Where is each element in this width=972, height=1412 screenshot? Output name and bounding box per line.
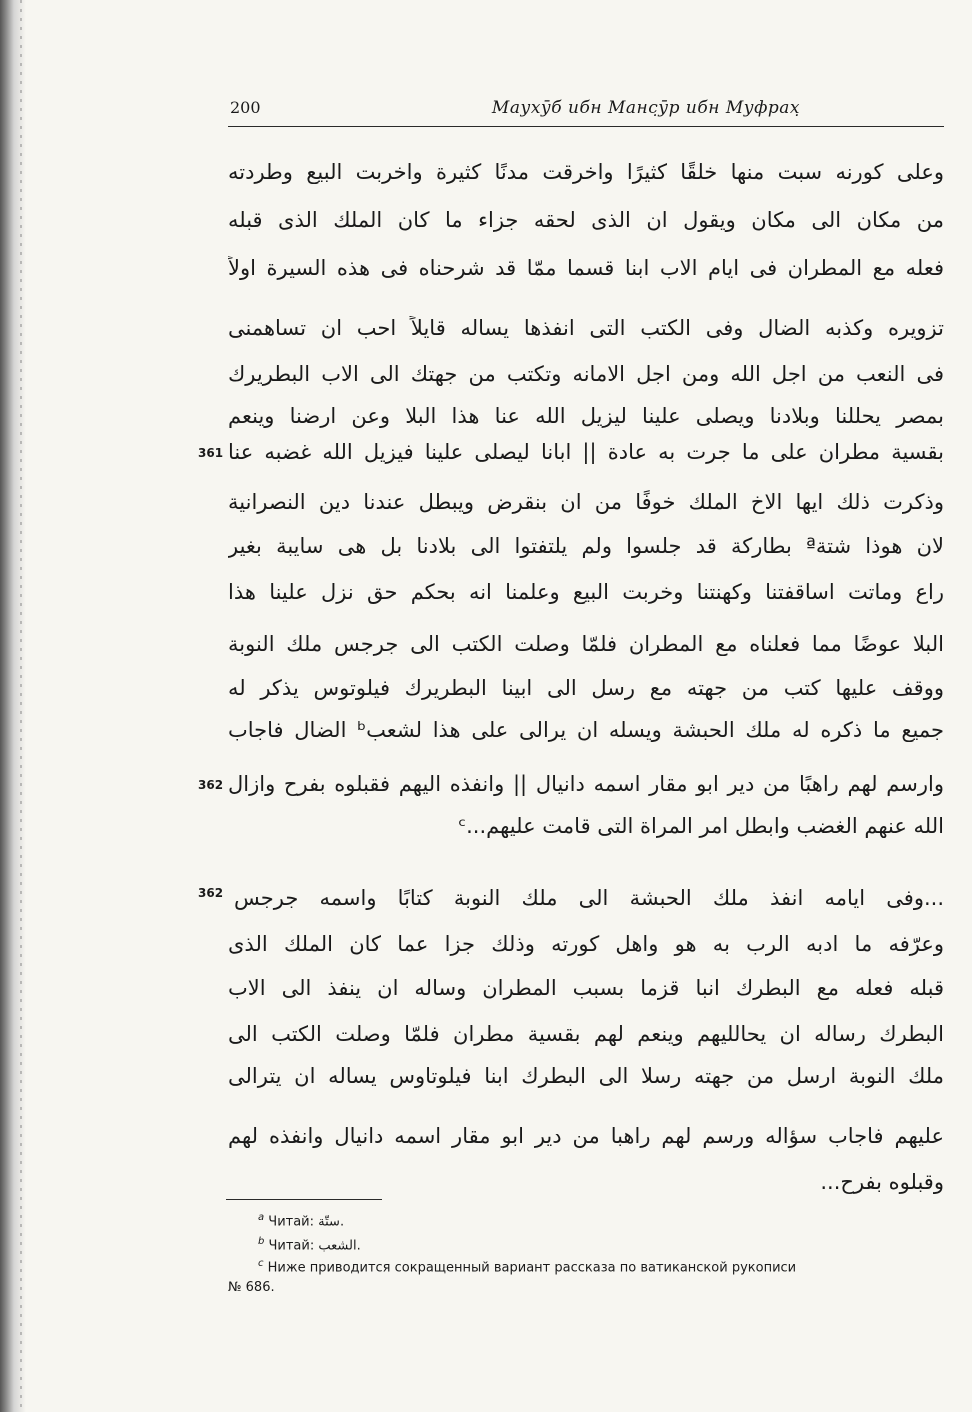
running-title: Маухӯб ибн Манс̣ӯр ибн Муфрах̣ [491,98,800,118]
text-line: وذكرت ذلك ايها الاخ الملك خوفًا من ان بنقرض ويبطل عندنا دين النصرانية [228,490,944,514]
text-line: عليهم فاجاب سؤاله ورسم لهم راهبا من دير ابو مقار اسمه دانيال وانفذه لهم [228,1124,944,1148]
text-line: فعله مع المطران فى ايام الاب ابنا قسما ممّا قد شرحناه فى هذه السيرة اولاً [228,256,944,280]
footnote-text: Читай: الشعب. [268,1238,361,1254]
text-line: وقبلوه بفرح... [820,1170,944,1194]
footnote-c-continuation: № 686. [228,1280,275,1295]
text-line: ...وفى ايامه انفذ ملك الحبشة الى ملك النوبة كتابًا واسمه جرجس [234,886,944,910]
text-line: لان هوذا شتةª بطاركة قد جلسوا ولم يلتفتوا الى بلادنا بل هى سايبة بغير [228,534,944,558]
footnote-a [258,1212,344,1229]
text-line: البلا عوضًا مما فعلناه مع المطران فلمّا وصلت الكتب الى جرجس ملك النوبة [228,632,944,656]
scan-shadow-edge [0,0,26,1412]
text-line: جميع ما ذكره له ملك الحبشة ويسله ان يرالى على هذا لشعبᵇ الضال فاجاب [228,718,944,742]
text-line: قبله فعله مع البطرك انبا قزما بسبب المطران وساله ان ينفذ الى الاب [228,976,944,1000]
text-line: وعرّفه ما ادبه الرب به هو واهل كورته وذلك جزا عما كان الملك الذى [228,932,944,956]
margin-folio-number: 362 [198,778,224,792]
text-line: من مكان الى مكان ويقول ان الذى لحقه جزاء ما كان الملك الذى قبله [228,208,944,232]
text-line: الله عنهم الغضب وابطل امر المراة التى قامت عليهم...ᶜ [458,814,944,838]
margin-folio-number: 361 [198,446,224,460]
text-line: تزويره وكذبه الضال وفى الكتب التى انفذها يساله قايلاً احب ان تساهمنى [228,316,944,340]
footnote-text: Ниже приводится сокращенный вариант рассказа по ватиканской рукописи [267,1260,797,1276]
text-line: بقسية مطران على ما جرت به عادة || ابانا ليصلى علينا فيزيل الله غضبه عنا [228,440,944,464]
text-line: البطرك رساله ان يحالليهم وينعم لهم بقسية مطران فلمّا وصلت الكتب الى [228,1022,944,1046]
scan-binding-marks [20,0,22,1412]
footnote-c [258,1258,942,1275]
header-rule [228,126,944,127]
text-line: وعلى كورنه سبت منها خلقًا كثيرًا واخرقت مدنًا كثيرة واخربت البيع وطردته [228,160,944,184]
text-line: وارسم لهم راهبًا من دير ابو مقار اسمه دانيال || وانفذه اليهم فقبلوه بفرح وازال [228,772,944,796]
text-line: فى النعب من اجل الله ومن اجل الامانه وتكتب من جهتك الى الاب البطريرك [228,362,944,386]
page-header [228,98,800,126]
footnote-marker: c [258,1258,264,1269]
text-line: ملك النوبة ارسل من جهته رسلا الى البطرك ابنا فيلوتاوس يساله ان يترالى [228,1064,944,1088]
page-number: 200 [230,98,261,117]
margin-folio-number: 362 [198,886,224,900]
footnote-rule [226,1199,382,1200]
text-line: بمصر يحللنا وبلادنا ويصلى علينا ليزيل الله عنا هذا البلا وعن ارضنا وينعم [228,404,944,428]
text-line: راع وماتت اساقفتنا وكهنتنا وخربت البيع وعلمنا انه بحكم حق نزل علينا هذا [228,580,944,604]
footnote-marker: a [258,1212,265,1223]
footnote-b [258,1236,361,1253]
footnote-text: Читай: ستّة. [268,1214,345,1230]
text-line: ووقف عليها كتب من جهته مع رسل الى ابينا البطريرك فيلوتوس يذكر له [228,676,944,700]
footnote-marker: b [258,1236,265,1247]
